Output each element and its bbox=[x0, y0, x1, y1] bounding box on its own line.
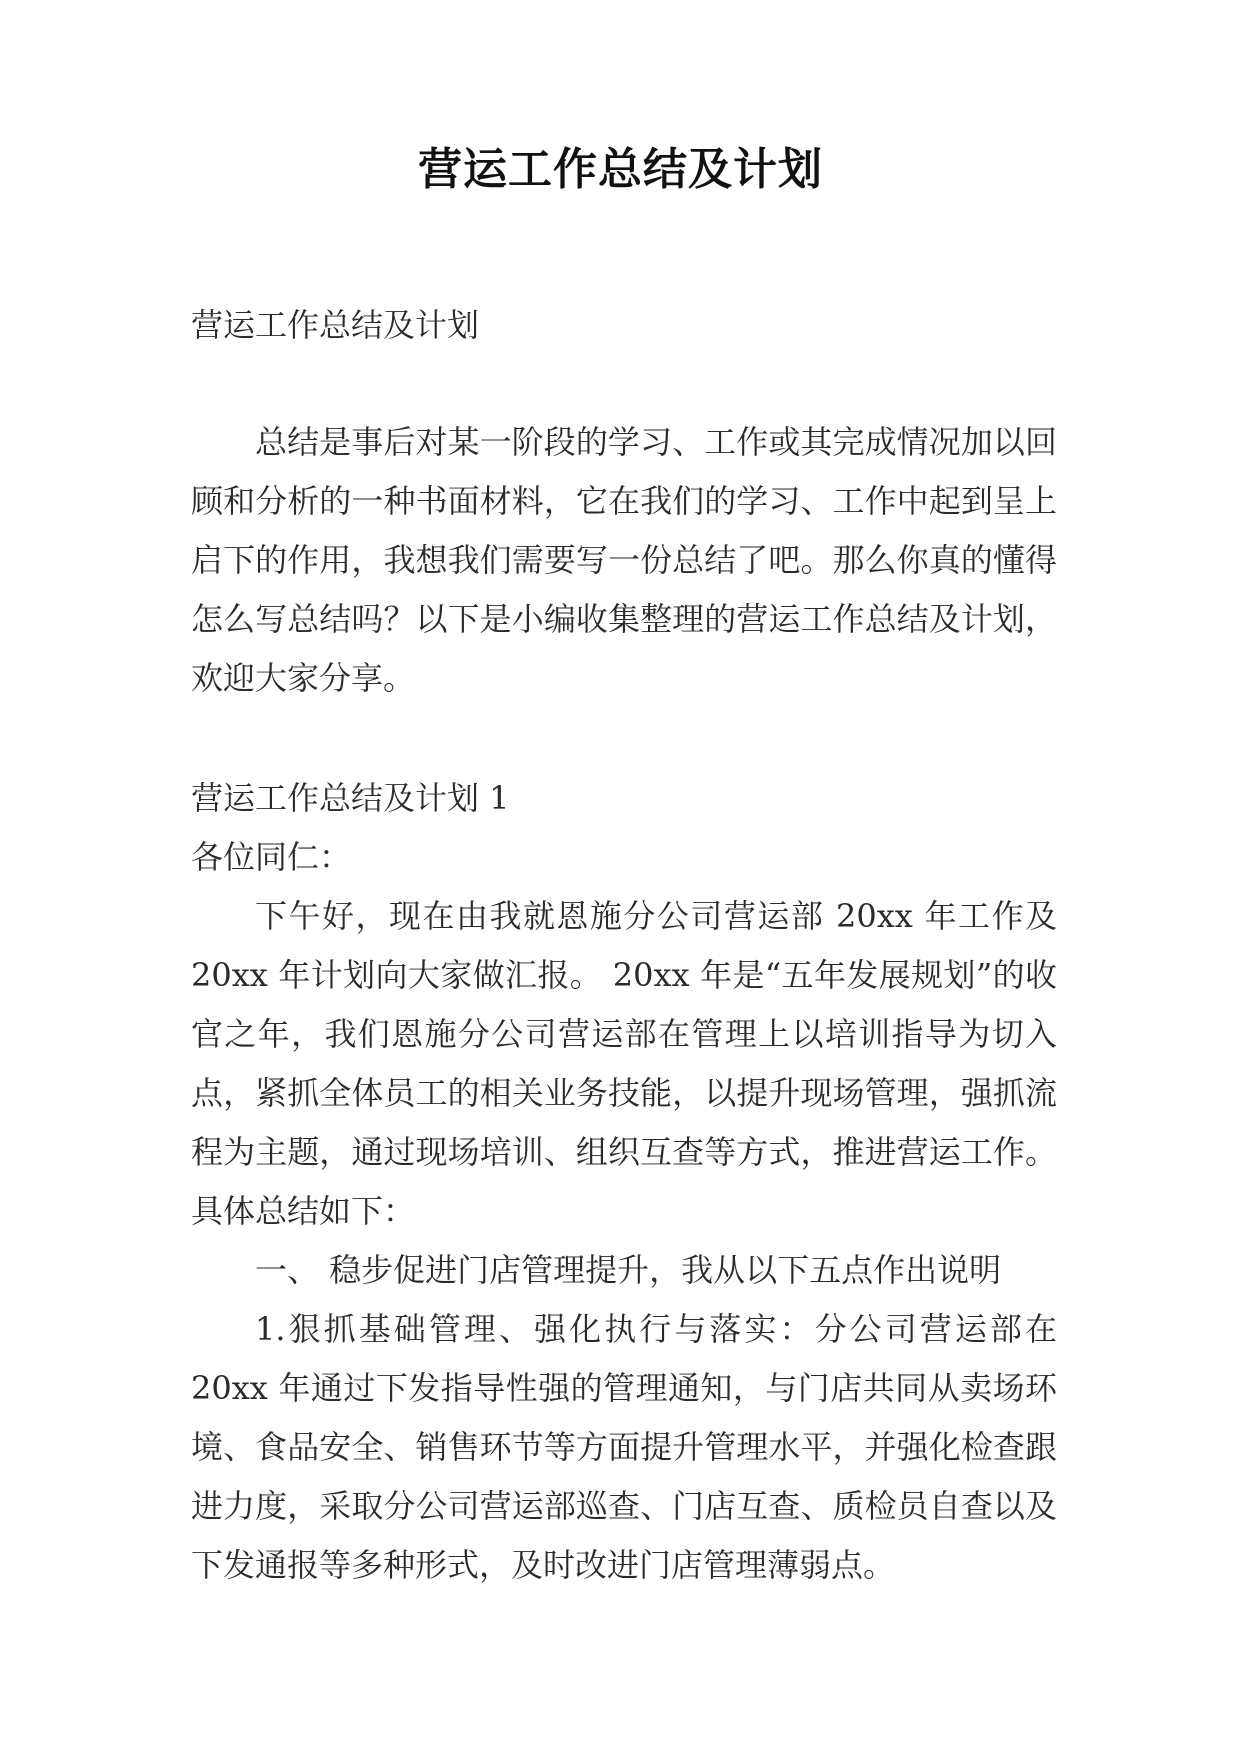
body-paragraph: 下午好，现在由我就恩施分公司营运部 20xx 年工作及 20xx 年计划向大家做汇报。 20xx 年是“五年发展规划”的收官之年，我们恩施分公司营运部在管理上以培训指导为切入点，紧抓全体员工的相关业务技能，以提升现场管理，强抓流程为主题，通过现场培训、组织互查等方式，推进营运工作。具体总结如下： bbox=[191, 897, 1057, 1230]
section-heading: 营运工作总结及计划 1 bbox=[191, 779, 510, 817]
document-title: 营运工作总结及计划 bbox=[418, 144, 823, 195]
document-body bbox=[191, 296, 1057, 1595]
spacer bbox=[191, 355, 1057, 413]
document-subtitle: 营运工作总结及计划 bbox=[191, 306, 480, 344]
point-paragraph: 1.狠抓基础管理、强化执行与落实：分公司营运部在 20xx 年通过下发指导性强的管理通知，与门店共同从卖场环境、食品安全、销售环节等方面提升管理水平，并强化检查跟进力度，采取分公司营运部巡查、门店互查、质检员自查以及下发通报等多种形式，及时改进门店管理薄弱点。 bbox=[191, 1310, 1057, 1584]
spacer bbox=[191, 708, 1057, 769]
point-heading: 一、 稳步促进门店管理提升，我从以下五点作出说明 bbox=[255, 1251, 1002, 1289]
intro-paragraph: 总结是事后对某一阶段的学习、工作或其完成情况加以回顾和分析的一种书面材料，它在我们的学习、工作中起到呈上启下的作用，我想我们需要写一份总结了吧。那么你真的懂得怎么写总结吗？以下是小编收集整理的营运工作总结及计划，欢迎大家分享。 bbox=[191, 423, 1057, 697]
salutation: 各位同仁： bbox=[191, 838, 352, 876]
